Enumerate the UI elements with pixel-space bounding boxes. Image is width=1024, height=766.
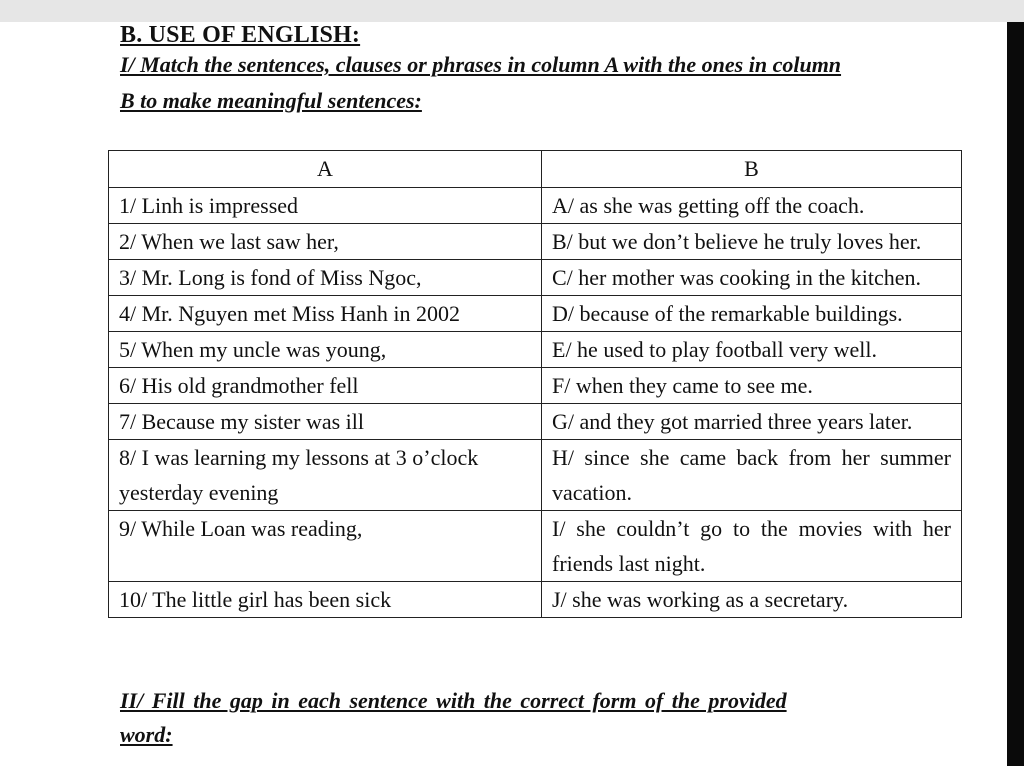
table-row [109, 511, 962, 582]
column-b-cell: H/ since she came back from her summer vacation. [542, 440, 962, 511]
column-a-cell: 2/ When we last saw her, [109, 224, 542, 260]
table-row [109, 332, 962, 368]
table-row [109, 368, 962, 404]
column-b-header: B [542, 151, 962, 188]
scrollbar[interactable] [1007, 22, 1024, 766]
fill-gap-instruction-line-1: II/ Fill the gap in each sentence with the correct form of the provided [120, 688, 787, 713]
table-row [109, 224, 962, 260]
column-b-cell: E/ he used to play football very well. [542, 332, 962, 368]
table-header-row [109, 151, 962, 188]
column-a-cell: 1/ Linh is impressed [109, 188, 542, 224]
matching-table [108, 150, 962, 618]
column-a-cell: 3/ Mr. Long is fond of Miss Ngoc, [109, 260, 542, 296]
document-page [0, 22, 1007, 766]
table-row [109, 404, 962, 440]
column-a-cell: 6/ His old grandmother fell [109, 368, 542, 404]
column-b-cell: B/ but we don’t believe he truly loves her. [542, 224, 962, 260]
column-a-cell: 9/ While Loan was reading, [109, 511, 542, 582]
column-b-cell: G/ and they got married three years later. [542, 404, 962, 440]
table-row [109, 296, 962, 332]
fill-gap-instruction-line-2: word: [120, 722, 173, 747]
match-instruction-line-2: B to make meaningful sentences: [120, 88, 422, 113]
column-b-cell: J/ she was working as a secretary. [542, 582, 962, 618]
table-row [109, 582, 962, 618]
table-row [109, 440, 962, 511]
column-a-header: A [109, 151, 542, 188]
column-b-cell: D/ because of the remarkable buildings. [542, 296, 962, 332]
table-row [109, 188, 962, 224]
column-a-cell: 5/ When my uncle was young, [109, 332, 542, 368]
column-a-cell: 4/ Mr. Nguyen met Miss Hanh in 2002 [109, 296, 542, 332]
column-b-cell: C/ her mother was cooking in the kitchen. [542, 260, 962, 296]
table-row [109, 260, 962, 296]
column-a-cell: 8/ I was learning my lessons at 3 o’clock yesterday evening [109, 440, 542, 511]
column-b-cell: A/ as she was getting off the coach. [542, 188, 962, 224]
column-a-cell: 10/ The little girl has been sick [109, 582, 542, 618]
column-b-cell: I/ she couldn’t go to the movies with her friends last night. [542, 511, 962, 582]
match-instruction-line-1: I/ Match the sentences, clauses or phrases in column A with the ones in column [120, 52, 842, 77]
column-b-cell: F/ when they came to see me. [542, 368, 962, 404]
top-bar [0, 0, 1024, 22]
section-heading: B. USE OF ENGLISH: [120, 22, 361, 48]
column-a-cell: 7/ Because my sister was ill [109, 404, 542, 440]
